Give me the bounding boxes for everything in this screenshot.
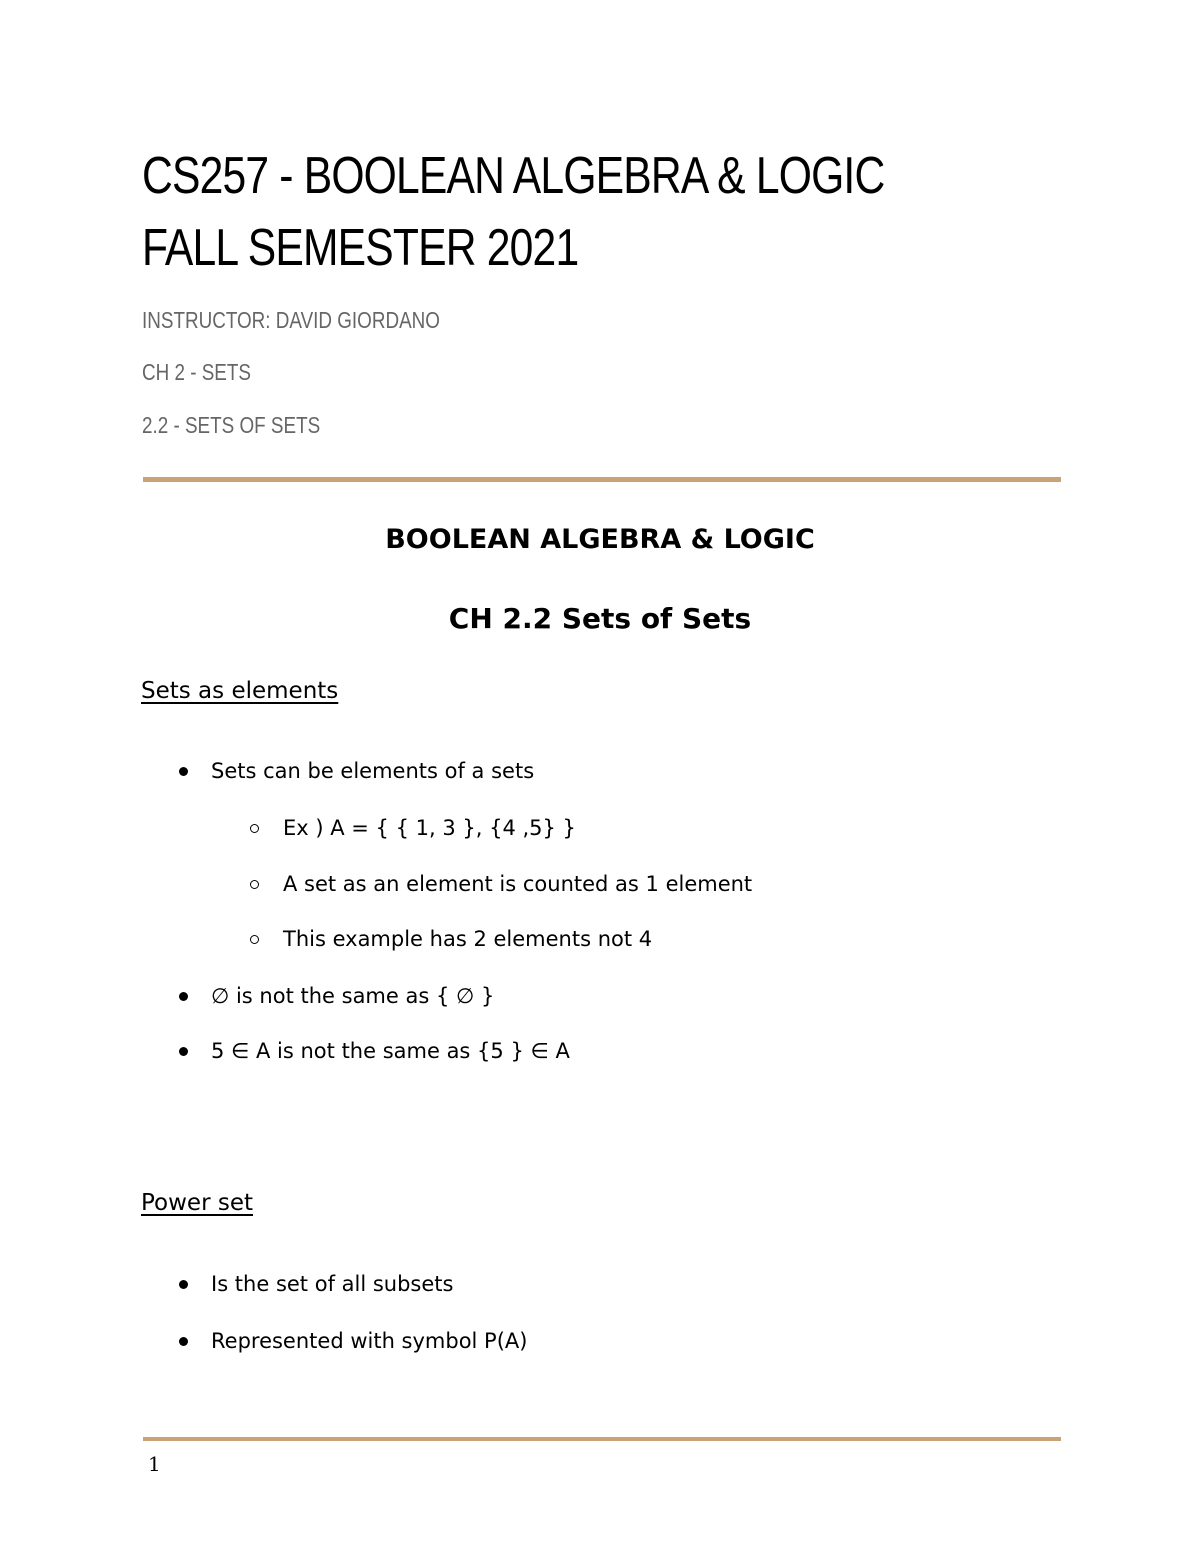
doc-heading: BOOLEAN ALGEBRA & LOGIC: [385, 524, 815, 555]
bullet-circle-icon: [250, 880, 259, 889]
list-item: Represented with symbol P(A): [211, 1329, 528, 1353]
bullet-dot-icon: [179, 767, 188, 776]
bullet-circle-icon: [250, 824, 259, 833]
footer-divider: [143, 1437, 1061, 1441]
section-heading: CH 2.2 Sets of Sets: [448, 602, 752, 635]
sub-list-item: A set as an element is counted as 1 element: [283, 872, 753, 896]
course-title: CS257 - BOOLEAN ALGEBRA & LOGIC: [142, 147, 885, 205]
list-item: ∅ is not the same as { ∅ }: [211, 984, 495, 1008]
list-item: 5 ∈ A is not the same as {5 } ∈ A: [211, 1039, 570, 1063]
sub-list-item: Ex ) A = { { 1, 3 }, {4 ,5} }: [283, 816, 576, 840]
top-divider: [143, 477, 1061, 482]
bullet-dot-icon: [179, 992, 188, 1001]
bullet-dot-icon: [179, 1337, 188, 1346]
list-item: Sets can be elements of a sets: [211, 759, 535, 783]
bullet-dot-icon: [179, 1280, 188, 1289]
sub-list-item: This example has 2 elements not 4: [283, 927, 653, 951]
bullet-circle-icon: [250, 935, 259, 944]
chapter-line: CH 2 - SETS: [142, 359, 251, 385]
page-number: 1: [148, 1452, 161, 1476]
list-item: Is the set of all subsets: [211, 1272, 454, 1296]
bullet-dot-icon: [179, 1047, 188, 1056]
semester-title: FALL SEMESTER 2021: [142, 219, 579, 277]
power-set-heading: Power set: [141, 1190, 254, 1216]
instructor-line: INSTRUCTOR: DAVID GIORDANO: [142, 307, 440, 333]
section-line: 2.2 - SETS OF SETS: [142, 412, 321, 438]
sets-as-elements-heading: Sets as elements: [141, 678, 339, 704]
